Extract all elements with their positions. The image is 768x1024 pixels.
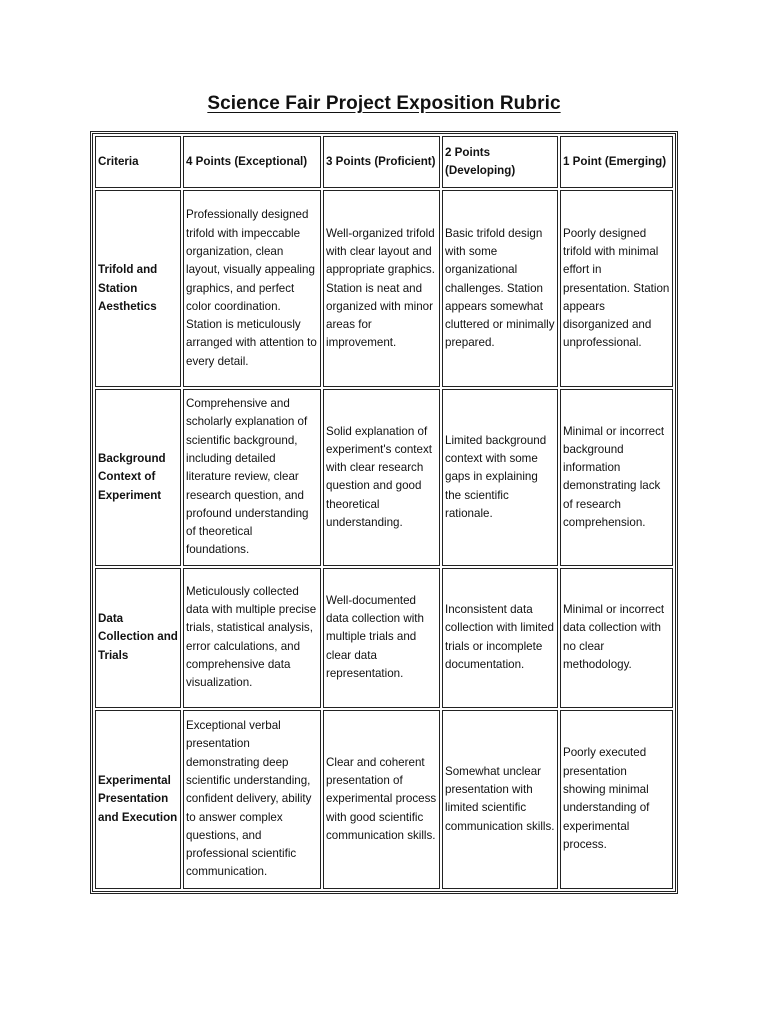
table-row (95, 190, 673, 387)
score-4-description: Meticulously collected data with multiple precise trials, statistical analysis, error calculations, and comprehensive data visualization. (183, 568, 321, 708)
score-2-description: Basic trifold design with some organizational challenges. Station appears somewhat cluttered or minimally prepared. (442, 190, 558, 387)
table-row (95, 568, 673, 708)
score-4-description: Comprehensive and scholarly explanation of scientific background, including detailed literature review, clear research question, and profound understanding of theoretical foundations. (183, 389, 321, 565)
header-2-points: 2 Points (Developing) (442, 136, 558, 188)
page-title: Science Fair Project Exposition Rubric (207, 93, 561, 114)
table-row (95, 389, 673, 565)
criterion-label: Trifold and Station Aesthetics (95, 190, 181, 387)
criterion-label: Data Collection and Trials (95, 568, 181, 708)
score-1-description: Minimal or incorrect data collection with no clear methodology. (560, 568, 673, 708)
score-3-description: Well-documented data collection with multiple trials and clear data representation. (323, 568, 440, 708)
score-1-description: Minimal or incorrect background information demonstrating lack of research comprehension. (560, 389, 673, 565)
score-1-description: Poorly executed presentation showing minimal understanding of experimental process. (560, 710, 673, 889)
score-3-description: Clear and coherent presentation of experimental process with good scientific communication skills. (323, 710, 440, 889)
table-header-row (95, 136, 673, 188)
score-4-description: Professionally designed trifold with impeccable organization, clean layout, visually appealing graphics, and perfect color coordination. Station is meticulously arranged with attention to every detail. (183, 190, 321, 387)
score-2-description: Inconsistent data collection with limited trials or incomplete documentation. (442, 568, 558, 708)
rubric-table (90, 131, 678, 894)
score-3-description: Well-organized trifold with clear layout and appropriate graphics. Station is neat and organized with minor areas for improvement. (323, 190, 440, 387)
criterion-label: Background Context of Experiment (95, 389, 181, 565)
score-2-description: Limited background context with some gaps in explaining the scientific rationale. (442, 389, 558, 565)
criterion-label: Experimental Presentation and Execution (95, 710, 181, 889)
score-3-description: Solid explanation of experiment's context with clear research question and good theoretical understanding. (323, 389, 440, 565)
score-2-description: Somewhat unclear presentation with limited scientific communication skills. (442, 710, 558, 889)
header-4-points: 4 Points (Exceptional) (183, 136, 321, 188)
header-3-points: 3 Points (Proficient) (323, 136, 440, 188)
table-row (95, 710, 673, 889)
score-4-description: Exceptional verbal presentation demonstrating deep scientific understanding, confident delivery, ability to answer complex questions, and professional scientific communication. (183, 710, 321, 889)
header-1-point: 1 Point (Emerging) (560, 136, 673, 188)
score-1-description: Poorly designed trifold with minimal effort in presentation. Station appears disorganized and unprofessional. (560, 190, 673, 387)
header-criteria: Criteria (95, 136, 181, 188)
